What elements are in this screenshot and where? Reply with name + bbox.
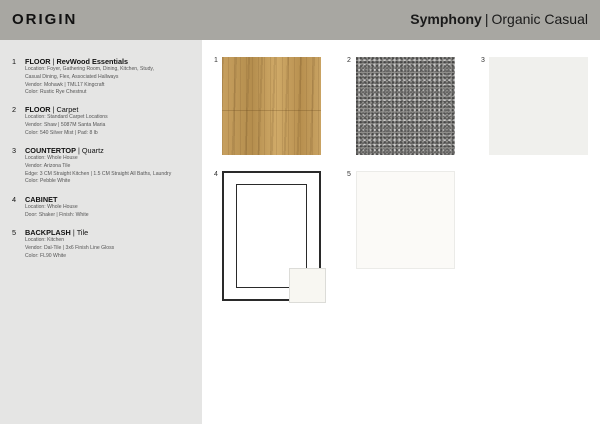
quartz-countertop-swatch	[356, 57, 455, 155]
spec-separator: |	[52, 105, 55, 114]
spec-item-countertop	[12, 146, 200, 186]
spec-detail: Edge: 3 CM Straight Kitchen | 1.5 CM Straight All Baths, Laundry	[25, 170, 172, 177]
spec-detail: Color: FL90 White	[25, 252, 67, 259]
spec-item-floor-revwood	[12, 57, 200, 97]
swatch-number: 2	[347, 57, 351, 64]
spec-sidebar	[0, 40, 202, 424]
spec-category: COUNTERTOP	[25, 146, 76, 155]
spec-header	[12, 195, 200, 204]
spec-detail: Color: Rustic Rye Chestnut	[25, 89, 87, 96]
spec-detail: Vendor: Shaw | 5087M Santa Maria	[25, 121, 106, 128]
spec-detail: Vendor: Dal-Tile | 3x6 Finish Line Gloss	[25, 244, 115, 251]
carpet-swatch	[489, 57, 588, 155]
cabinet-finish-chip	[289, 268, 326, 303]
brand-logo: ORIGIN	[12, 11, 78, 28]
swatch-number: 4	[214, 171, 218, 178]
spec-detail: Color: 540 Silver Mist | Pad: 8 lb	[25, 129, 98, 136]
spec-header	[12, 105, 200, 114]
swatch-number: 1	[214, 57, 218, 64]
spec-header	[12, 57, 200, 66]
spec-detail: Color: Pebble White	[25, 178, 71, 185]
spec-number: 5	[12, 228, 17, 237]
spec-separator: |	[77, 146, 80, 155]
spec-detail: Location: Foyer, Gathering Room, Dining, Kitchen, Study,	[25, 66, 155, 72]
spec-detail: Location: Whole House	[25, 204, 78, 210]
spec-detail: Vendor: Mohawk | TML17 Kingcraft	[25, 81, 105, 88]
spec-detail: Location: Kitchen	[25, 237, 65, 243]
spec-category: BACKPLASH	[25, 228, 71, 237]
spec-header	[12, 146, 200, 155]
spec-number: 3	[12, 146, 17, 155]
spec-detail: Location: Standard Carpet Locations	[25, 114, 108, 120]
swatch-number: 3	[481, 57, 485, 64]
collection-style: Organic Casual	[491, 11, 588, 27]
spec-name: Carpet	[56, 105, 79, 114]
spec-number: 4	[12, 195, 17, 204]
collection-title	[410, 11, 588, 27]
spec-number: 2	[12, 105, 17, 114]
spec-detail: Door: Shaker | Finish: White	[25, 211, 89, 218]
spec-item-floor-carpet	[12, 105, 200, 137]
spec-name: Quartz	[81, 146, 104, 155]
spec-separator: |	[52, 57, 55, 66]
spec-detail: Location: Whole House	[25, 155, 78, 161]
spec-detail: Vendor: Arizona Tile	[25, 162, 71, 169]
spec-category: CABINET	[25, 195, 58, 204]
spec-number: 1	[12, 57, 17, 66]
spec-category: FLOOR	[25, 105, 51, 114]
spec-header	[12, 228, 200, 237]
collection-separator: |	[484, 11, 489, 27]
wood-floor-swatch	[222, 57, 321, 155]
spec-name: Tile	[76, 228, 89, 237]
spec-item-cabinet	[12, 195, 200, 220]
collection-name: Symphony	[410, 11, 482, 27]
header-bar	[0, 0, 600, 40]
spec-detail: Casual Dining, Flex, Associated Hallways	[25, 73, 119, 80]
spec-item-backsplash	[12, 228, 200, 260]
spec-name: RevWood Essentials	[56, 57, 129, 66]
spec-category: FLOOR	[25, 57, 51, 66]
backsplash-tile-swatch	[356, 171, 455, 269]
swatch-number: 5	[347, 171, 351, 178]
spec-separator: |	[72, 228, 75, 237]
